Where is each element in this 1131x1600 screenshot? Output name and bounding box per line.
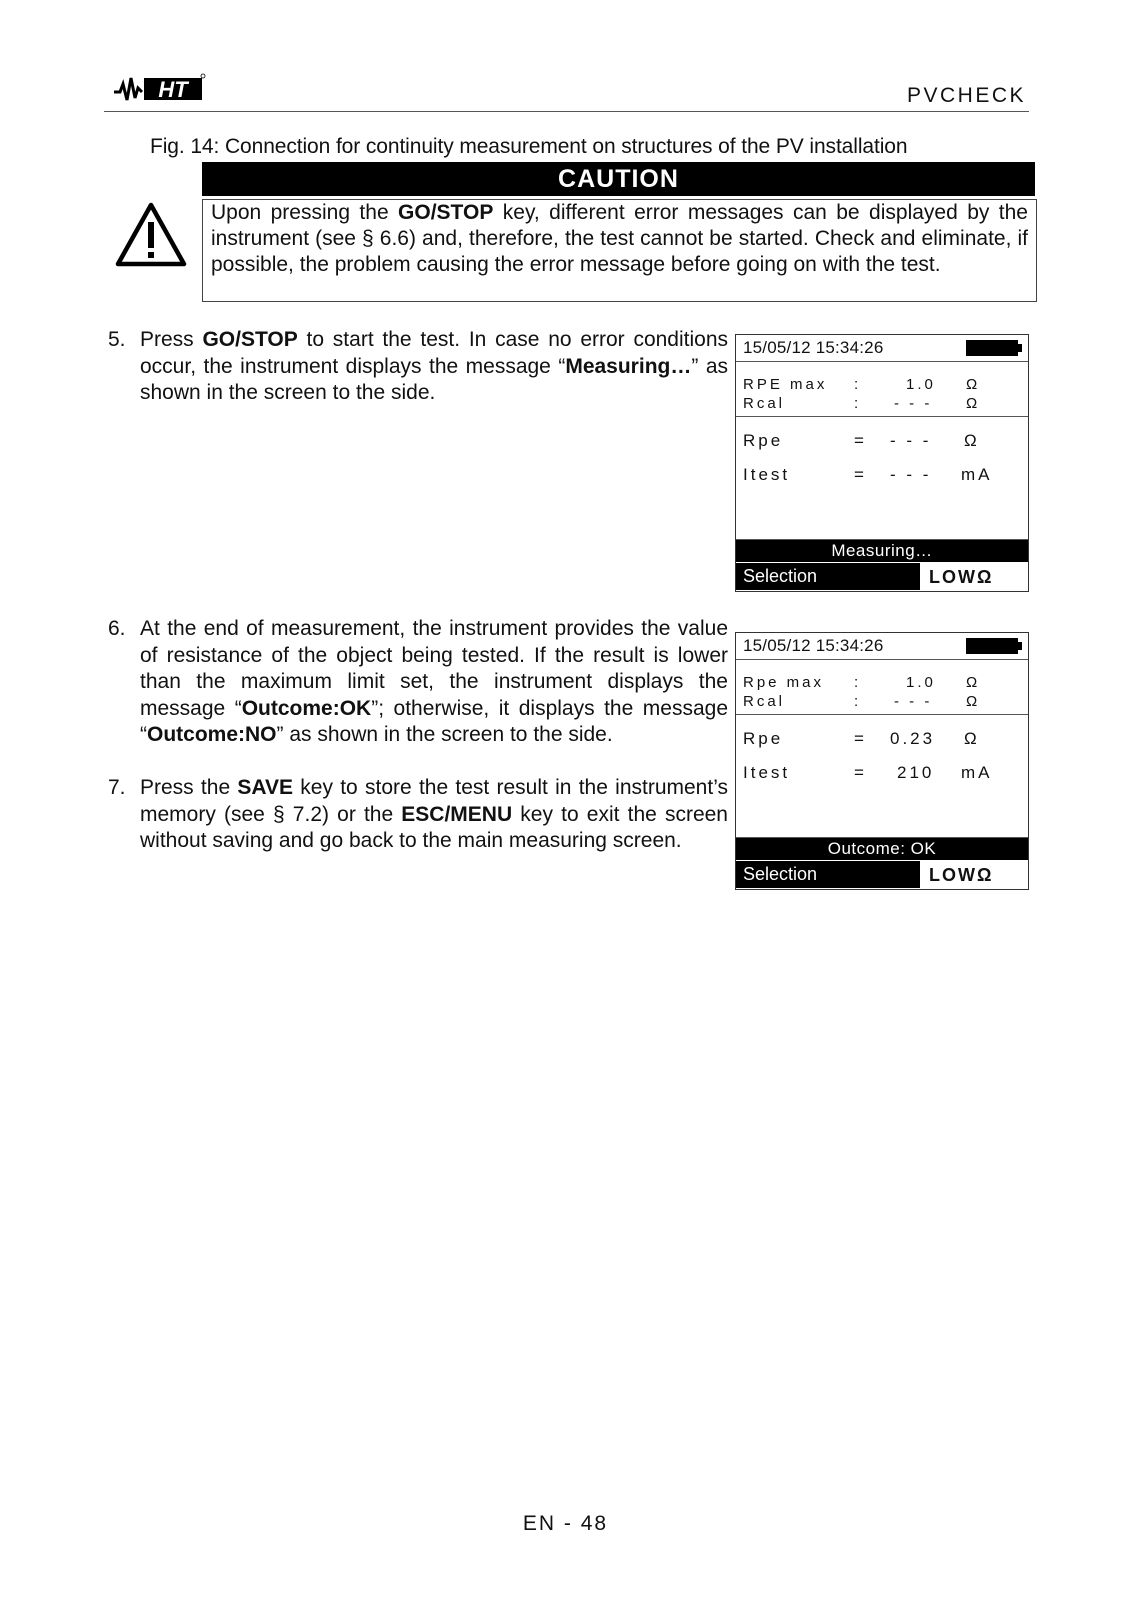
- selection-value: LOWΩ: [929, 567, 994, 587]
- result-value: 210: [897, 763, 935, 782]
- step-number: 7.: [108, 776, 126, 799]
- result-unit: Ω: [964, 729, 980, 748]
- screen-status-bar: [736, 335, 1028, 362]
- screen-results: [736, 715, 1028, 838]
- instrument-screen-outcome: [735, 632, 1029, 890]
- result-value: 0.23: [890, 729, 936, 748]
- warning-icon: [115, 202, 187, 268]
- param-sep: :: [854, 693, 862, 710]
- param-sep: :: [854, 674, 862, 691]
- param-sep: :: [854, 376, 862, 393]
- param-label: Rcal: [743, 395, 786, 412]
- step-text: Press the SAVE key to store the test result in the instrument’s memory (see § 7.2) or the ESC/MENU key to exit the screen without saving and go back to the main measuring screen.: [140, 776, 728, 852]
- figure-caption: Fig. 14: Connection for continuity measurement on structures of the PV installation: [150, 135, 908, 158]
- result-sep: =: [854, 763, 867, 782]
- step-number: 6.: [108, 617, 126, 640]
- result-value: - - -: [890, 465, 932, 484]
- step-text: Press GO/STOP to start the test. In case no error conditions occur, the instrument displays the message “Measuring…” as shown in the screen to the side.: [140, 328, 729, 404]
- param-label: Rpe max: [743, 674, 825, 691]
- header-divider: [104, 111, 1029, 112]
- result-label: Rpe: [743, 431, 784, 450]
- screen-status-message: Outcome: OK: [736, 838, 1028, 860]
- instrument-screen-measuring: [735, 334, 1029, 592]
- selection-label: Selection: [736, 861, 920, 888]
- caution-key: GO/STOP: [398, 201, 494, 224]
- step-7: [108, 775, 728, 855]
- step-number: 5.: [108, 328, 126, 351]
- screen-datetime: 15/05/12 15:34:26: [743, 636, 884, 655]
- result-sep: =: [854, 465, 867, 484]
- result-sep: =: [854, 729, 867, 748]
- caution-text: [202, 199, 1037, 302]
- param-label: RPE max: [743, 376, 828, 393]
- step-text: At the end of measurement, the instrument provides the value of resistance of the object being tested. If the result is lower than the maximum limit set, the instrument displays the message “Outcome:OK”; otherwise, it displays the message “Outcome:NO” as shown in the screen to the side.: [140, 617, 728, 746]
- param-value: - - -: [894, 395, 933, 412]
- param-value: 1.0: [906, 376, 936, 393]
- screen-datetime: 15/05/12 15:34:26: [743, 338, 884, 357]
- battery-icon: [966, 340, 1018, 356]
- logo-text: HT: [158, 77, 188, 102]
- caution-text-2: key, different error messages can be displayed by the instrument (see § 6.6) and, therefore, the test cannot be started. Check and eliminate, if possible, the problem causing the error message before going on with the test.: [211, 201, 1028, 276]
- param-unit: Ω: [966, 395, 981, 412]
- result-unit: mA: [961, 763, 993, 782]
- selection-label: Selection: [736, 563, 920, 590]
- step-5: [108, 327, 728, 407]
- result-label: Rpe: [743, 729, 784, 748]
- param-label: Rcal: [743, 693, 786, 710]
- ht-logo: [112, 70, 206, 106]
- param-value: 1.0: [906, 674, 936, 691]
- result-sep: =: [854, 431, 867, 450]
- screen-results: [736, 417, 1028, 540]
- screen-parameters: [736, 362, 1028, 417]
- selection-value: LOWΩ: [929, 865, 994, 885]
- battery-icon: [966, 638, 1018, 654]
- result-unit: Ω: [964, 431, 980, 450]
- step-6: [108, 616, 728, 749]
- param-sep: :: [854, 395, 862, 412]
- page-number: EN - 48: [522, 1512, 609, 1535]
- result-label: Itest: [743, 465, 791, 484]
- product-name: PVCHECK: [906, 84, 1026, 107]
- screen-status-bar: [736, 633, 1028, 660]
- screen-parameters: [736, 660, 1028, 715]
- param-unit: Ω: [966, 376, 981, 393]
- caution-title: CAUTION: [202, 162, 1035, 196]
- result-unit: mA: [961, 465, 993, 484]
- param-unit: Ω: [966, 674, 981, 691]
- result-value: - - -: [890, 431, 932, 450]
- param-value: - - -: [894, 693, 933, 710]
- param-unit: Ω: [966, 693, 981, 710]
- result-label: Itest: [743, 763, 791, 782]
- caution-text-1: Upon pressing the: [211, 201, 399, 224]
- screen-status-message: Measuring…: [736, 540, 1028, 562]
